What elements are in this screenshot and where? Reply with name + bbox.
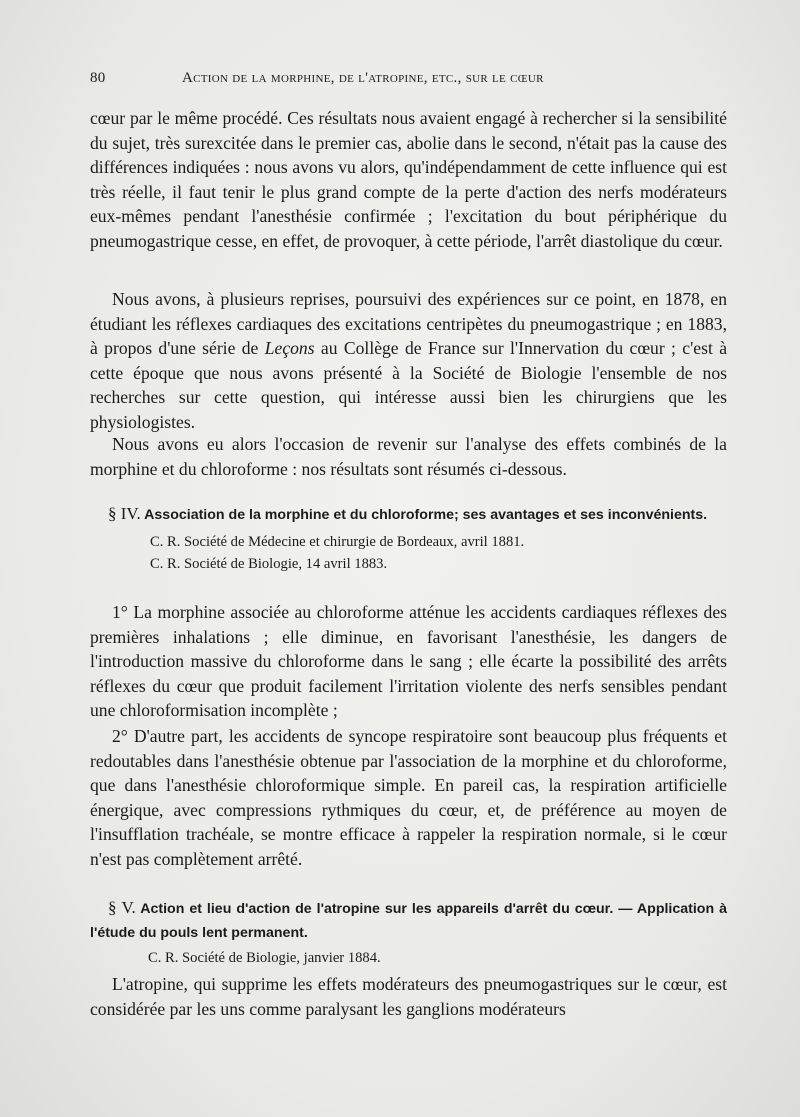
lecons-emphasis: Leçons [264,338,315,359]
paragraph-1-block [90,106,727,254]
running-title: Action de la morphine, de l'atropine, etc., sur le cœur [182,70,544,86]
paragraph-2-start: Nous avons, à plusieurs reprises, poursuivi des expériences sur ce point, en 1878, en étudiant les réflexes cardiaques des excitations centripètes du pneumogastrique ; en 1883, à propos d'une série de [90,289,727,359]
page-number: 80 [90,70,106,86]
section-5-title: Action et lieu d'action de l'atropine sur les appareils d'arrêt du cœur. — Application à l'étude du pouls lent permanent. [90,901,727,941]
paragraph-3-block [90,432,727,481]
paragraph-5-block [90,724,727,872]
paragraph-4-block [90,600,727,723]
section-4-heading [90,502,727,527]
paragraph-6-block [90,972,727,1021]
paragraph-3: Nous avons eu alors l'occasion de revenir sur l'analyse des effets combinés de la morphine et du chloroforme : nos résultats sont résumés ci-dessous. [90,434,727,479]
section-5-number: § V. [108,898,136,917]
section-4-number: § IV. [108,504,141,523]
paragraph-5: 2° D'autre part, les accidents de syncope respiratoire sont beaucoup plus fréquents et redoutables dans l'anesthésie obtenue par l'association de la morphine et du chloroforme, que dans l'anesthésie chloroformique simple. En pareil cas, la respiration artificielle énergique, avec compressions rythmiques du cœur, et, de préférence au moyen de l'insufflation trachéale, se montre efficace à rappeler la respiration normale, si le cœur n'est pas complètement arrêté. [90,726,727,869]
section-5 [90,896,727,969]
section-5-heading [90,896,727,945]
paragraph-1: cœur par le même procédé. Ces résultats nous avaient engagé à rechercher si la sensibilité du sujet, très surexcitée dans le premier cas, abolie dans le second, n'était pas la cause des différences indiquées : nous avons vu alors, qu'indépendamment de cette influence qui est très réelle, il faut tenir le plus grand compte de la perte d'action des nerfs modérateurs eux-mêmes pendant l'anesthésie confirmée ; l'excitation du bout périphérique du pneumogastrique cesse, en effet, de provoquer, à cette période, l'arrêt diastolique du cœur. [90,108,727,251]
paragraph-2-block [90,287,727,435]
paragraph-6: L'atropine, qui supprime les effets modérateurs des pneumogastriques sur le cœur, est considérée par les uns comme paralysant les ganglions modérateurs [90,974,727,1019]
section-4 [90,502,727,575]
section-4-title: Association de la morphine et du chloroforme; ses avantages et ses inconvénients. [144,507,708,523]
paragraph-4: 1° La morphine associée au chloroforme atténue les accidents cardiaques réflexes des premières inhalations ; elle diminue, en favorisant l'anesthésie, les dangers de l'introduction massive du chloroforme dans le sang ; elle écarte la possibilité des arrêts réflexes du cœur que produit facilement l'irritation violente des nerfs sensibles pendant une chloroformisation incomplète ; [90,602,727,721]
paragraph-2 [90,287,727,435]
section-4-reference-1: C. R. Société de Médecine et chirurgie de Bordeaux, avril 1881. [150,534,525,550]
section-5-reference-1: C. R. Société de Biologie, janvier 1884. [148,950,381,966]
section-4-reference-2: C. R. Société de Biologie, 14 avril 1883. [150,556,388,572]
paragraph-2-end: au Collège de France sur l'Innervation du cœur ; c'est à cette époque que nous avons présenté à la Société de Biologie l'ensemble de nos recherches sur cette question, qui intéresse aussi bien les chirurgiens que les physiologistes. [90,338,728,432]
